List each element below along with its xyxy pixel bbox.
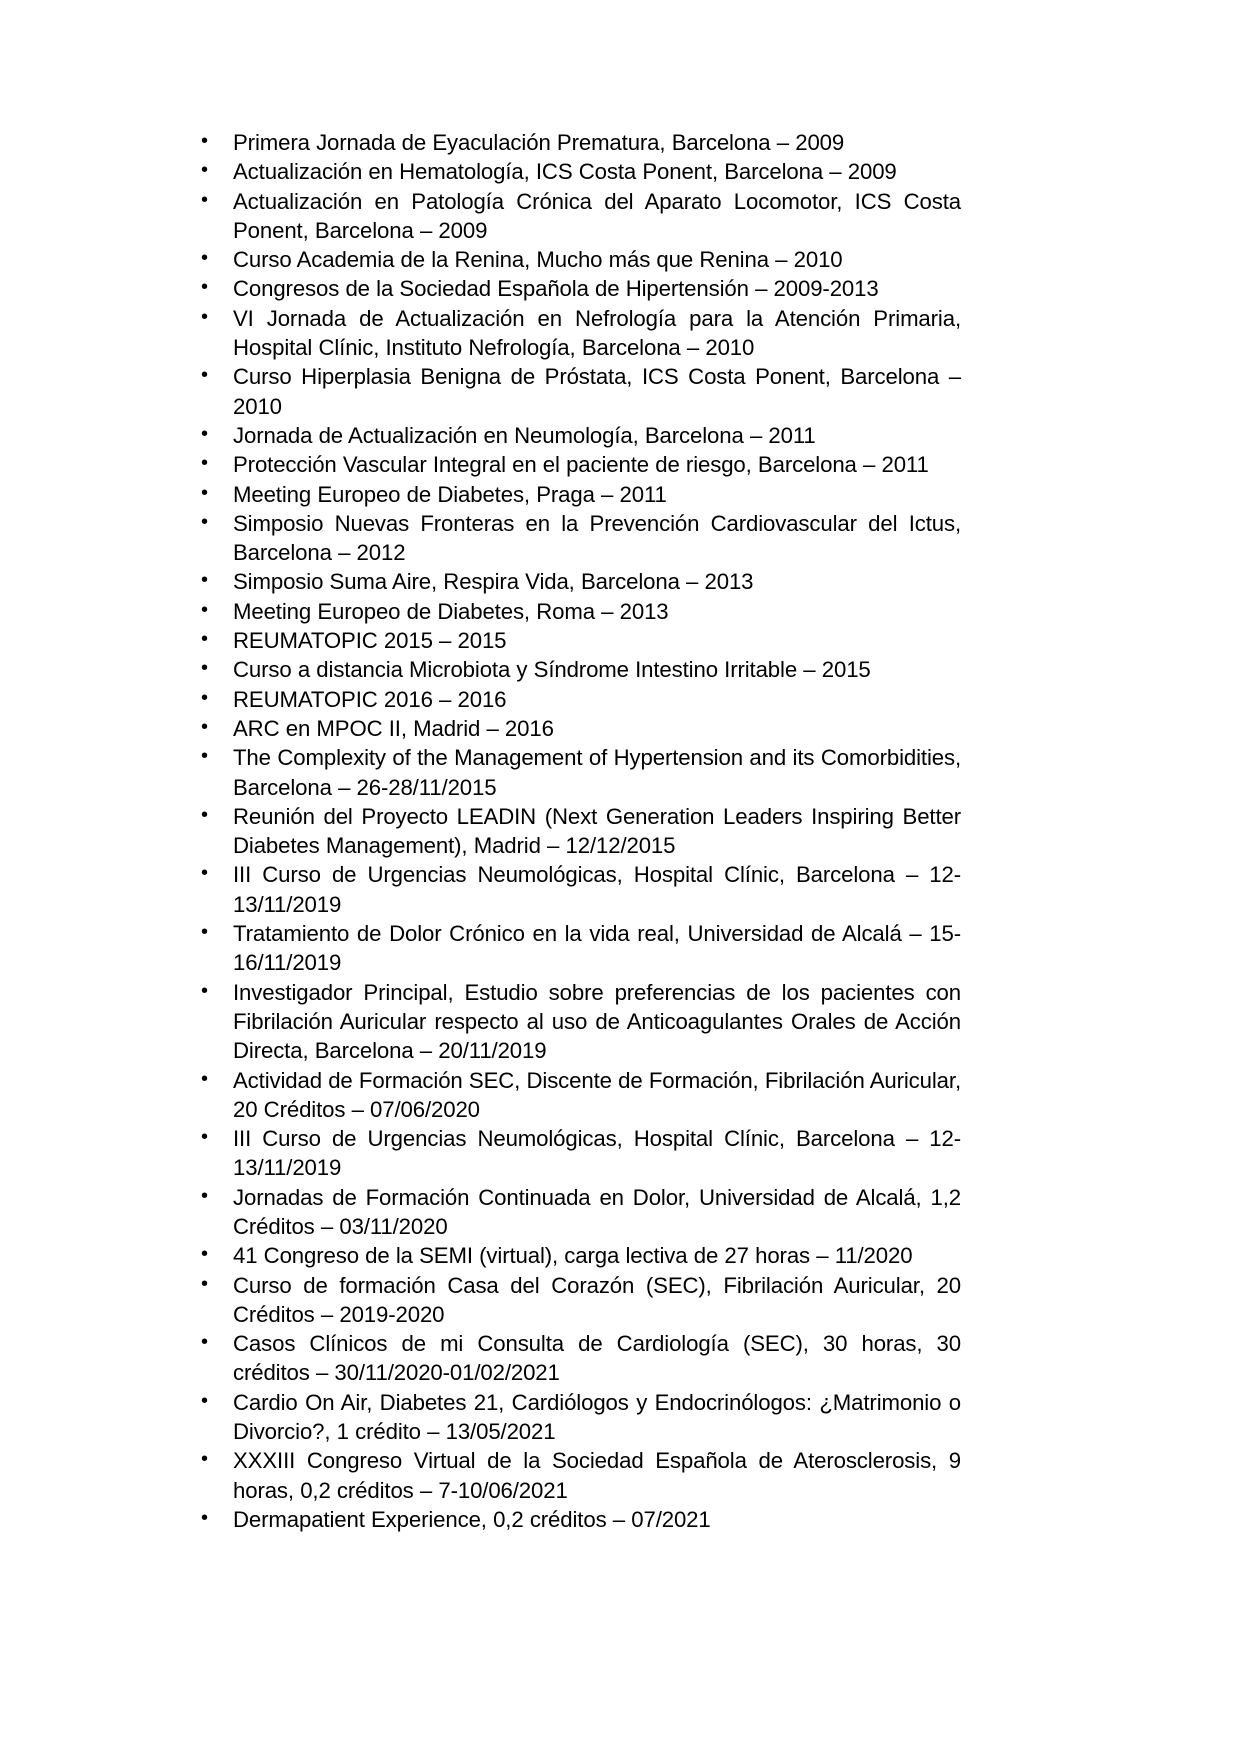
list-item <box>193 1388 961 1447</box>
document-body <box>193 128 961 1534</box>
list-item-text: • Primera Jornada de Eyaculación Prematura, Barcelona – 2009 <box>233 130 845 155</box>
list-item-text: • Simposio Nuevas Fronteras en la Prevención Cardiovascular del Ictus, Barcelona – 2012 <box>233 510 961 566</box>
list-item-text: • Jornada de Actualización en Neumología, Barcelona – 2011 <box>233 422 816 448</box>
list-item <box>193 597 961 626</box>
list-item-text: • Investigador Principal, Estudio sobre preferencias de los pacientes con Fibrilación Auricular respecto al uso de Anticoagulantes Orales de Acción Directa, Barcelona – 20/11/2019 <box>233 979 961 1064</box>
list-item <box>193 802 961 861</box>
list-item-text: • Congresos de la Sociedad Española de Hipertensión – 2009-2013 <box>233 276 879 302</box>
list-item-text: • ARC en MPOC II, Madrid – 2016 <box>233 715 554 741</box>
list-item <box>193 421 961 450</box>
list-item-text: • Protección Vascular Integral en el paciente de riesgo, Barcelona – 2011 <box>233 452 929 478</box>
list-item-text: • Reunión del Proyecto LEADIN (Next Generation Leaders Inspiring Better Diabetes Management), Madrid – 12/12/2015 <box>233 803 961 859</box>
list-item-text: • Jornadas de Formación Continuada en Dolor, Universidad de Alcalá, 1,2 Créditos – 03/11/2020 <box>233 1184 961 1239</box>
list-item <box>193 685 961 714</box>
list-item <box>193 714 961 743</box>
list-item-text: • Actualización en Patología Crónica del Aparato Locomotor, ICS Costa Ponent, Barcelona – 2009 <box>233 188 961 243</box>
list-item <box>193 157 961 186</box>
list-item <box>193 743 961 802</box>
list-item <box>193 509 961 568</box>
list-item <box>193 1329 961 1388</box>
courses-and-congresses-list <box>193 128 961 1534</box>
list-item <box>193 860 961 919</box>
list-item-text: • Simposio Suma Aire, Respira Vida, Barcelona – 2013 <box>233 569 754 595</box>
list-item <box>193 1271 961 1330</box>
list-item <box>193 1446 961 1505</box>
list-item-text: • Curso de formación Casa del Corazón (SEC), Fibrilación Auricular, 20 Créditos – 2019-2020 <box>233 1272 961 1327</box>
list-item <box>193 304 961 363</box>
list-item-text: • Meeting Europeo de Diabetes, Roma – 2013 <box>233 598 669 624</box>
list-item <box>193 655 961 684</box>
list-item-text: • VI Jornada de Actualización en Nefrología para la Atención Primaria, Hospital Clínic, Instituto Nefrología, Barcelona – 2010 <box>233 305 961 361</box>
list-item-text: • REUMATOPIC 2015 – 2015 <box>233 628 507 654</box>
list-item <box>193 1183 961 1242</box>
list-item-text: • Curso Academia de la Renina, Mucho más que Renina – 2010 <box>233 247 843 273</box>
list-item <box>193 567 961 596</box>
list-item-text: • Cardio On Air, Diabetes 21, Cardiólogos y Endocrinólogos: ¿Matrimonio o Divorcio?, 1 crédito – 13/05/2021 <box>233 1389 961 1445</box>
list-item-text: • Curso Hiperplasia Benigna de Próstata, ICS Costa Ponent, Barcelona – 2010 <box>233 364 961 419</box>
list-item <box>193 1241 961 1270</box>
list-item-text: • Tratamiento de Dolor Crónico en la vida real, Universidad de Alcalá – 15-16/11/2019 <box>233 921 961 976</box>
list-item <box>193 362 961 421</box>
list-item <box>193 919 961 978</box>
list-item-text: • Casos Clínicos de mi Consulta de Cardiología (SEC), 30 horas, 30 créditos – 30/11/2020-01/02/2021 <box>233 1331 961 1386</box>
list-item <box>193 1124 961 1183</box>
list-item-text: • Dermapatient Experience, 0,2 créditos – 07/2021 <box>233 1506 711 1532</box>
list-item <box>193 480 961 509</box>
list-item-text: • Curso a distancia Microbiota y Síndrome Intestino Irritable – 2015 <box>233 657 871 683</box>
list-item-text: • Actividad de Formación SEC, Discente de Formación, Fibrilación Auricular, 20 Créditos – 07/06/2020 <box>233 1067 961 1122</box>
list-item-text: • XXXIII Congreso Virtual de la Sociedad Española de Aterosclerosis, 9 horas, 0,2 créditos – 7-10/06/2021 <box>233 1448 961 1503</box>
list-item-text: • The Complexity of the Management of Hypertension and its Comorbidities, Barcelona – 26-28/11/2015 <box>233 745 961 800</box>
list-item-text: • Meeting Europeo de Diabetes, Praga – 2011 <box>233 481 667 507</box>
list-item <box>193 626 961 655</box>
list-item <box>193 1505 961 1534</box>
list-item-text: • Actualización en Hematología, ICS Costa Ponent, Barcelona – 2009 <box>233 159 897 185</box>
list-item-text: • III Curso de Urgencias Neumológicas, Hospital Clínic, Barcelona – 12-13/11/2019 <box>233 1126 961 1181</box>
list-item <box>193 274 961 303</box>
list-item <box>193 978 961 1066</box>
list-item-text: • REUMATOPIC 2016 – 2016 <box>233 686 507 712</box>
list-item <box>193 187 961 246</box>
list-item-text: • 41 Congreso de la SEMI (virtual), carga lectiva de 27 horas – 11/2020 <box>233 1243 913 1269</box>
list-item <box>193 450 961 479</box>
list-item <box>193 245 961 274</box>
list-item-text: • III Curso de Urgencias Neumológicas, Hospital Clínic, Barcelona – 12-13/11/2019 <box>233 862 961 917</box>
list-item <box>193 128 961 157</box>
list-item <box>193 1066 961 1125</box>
